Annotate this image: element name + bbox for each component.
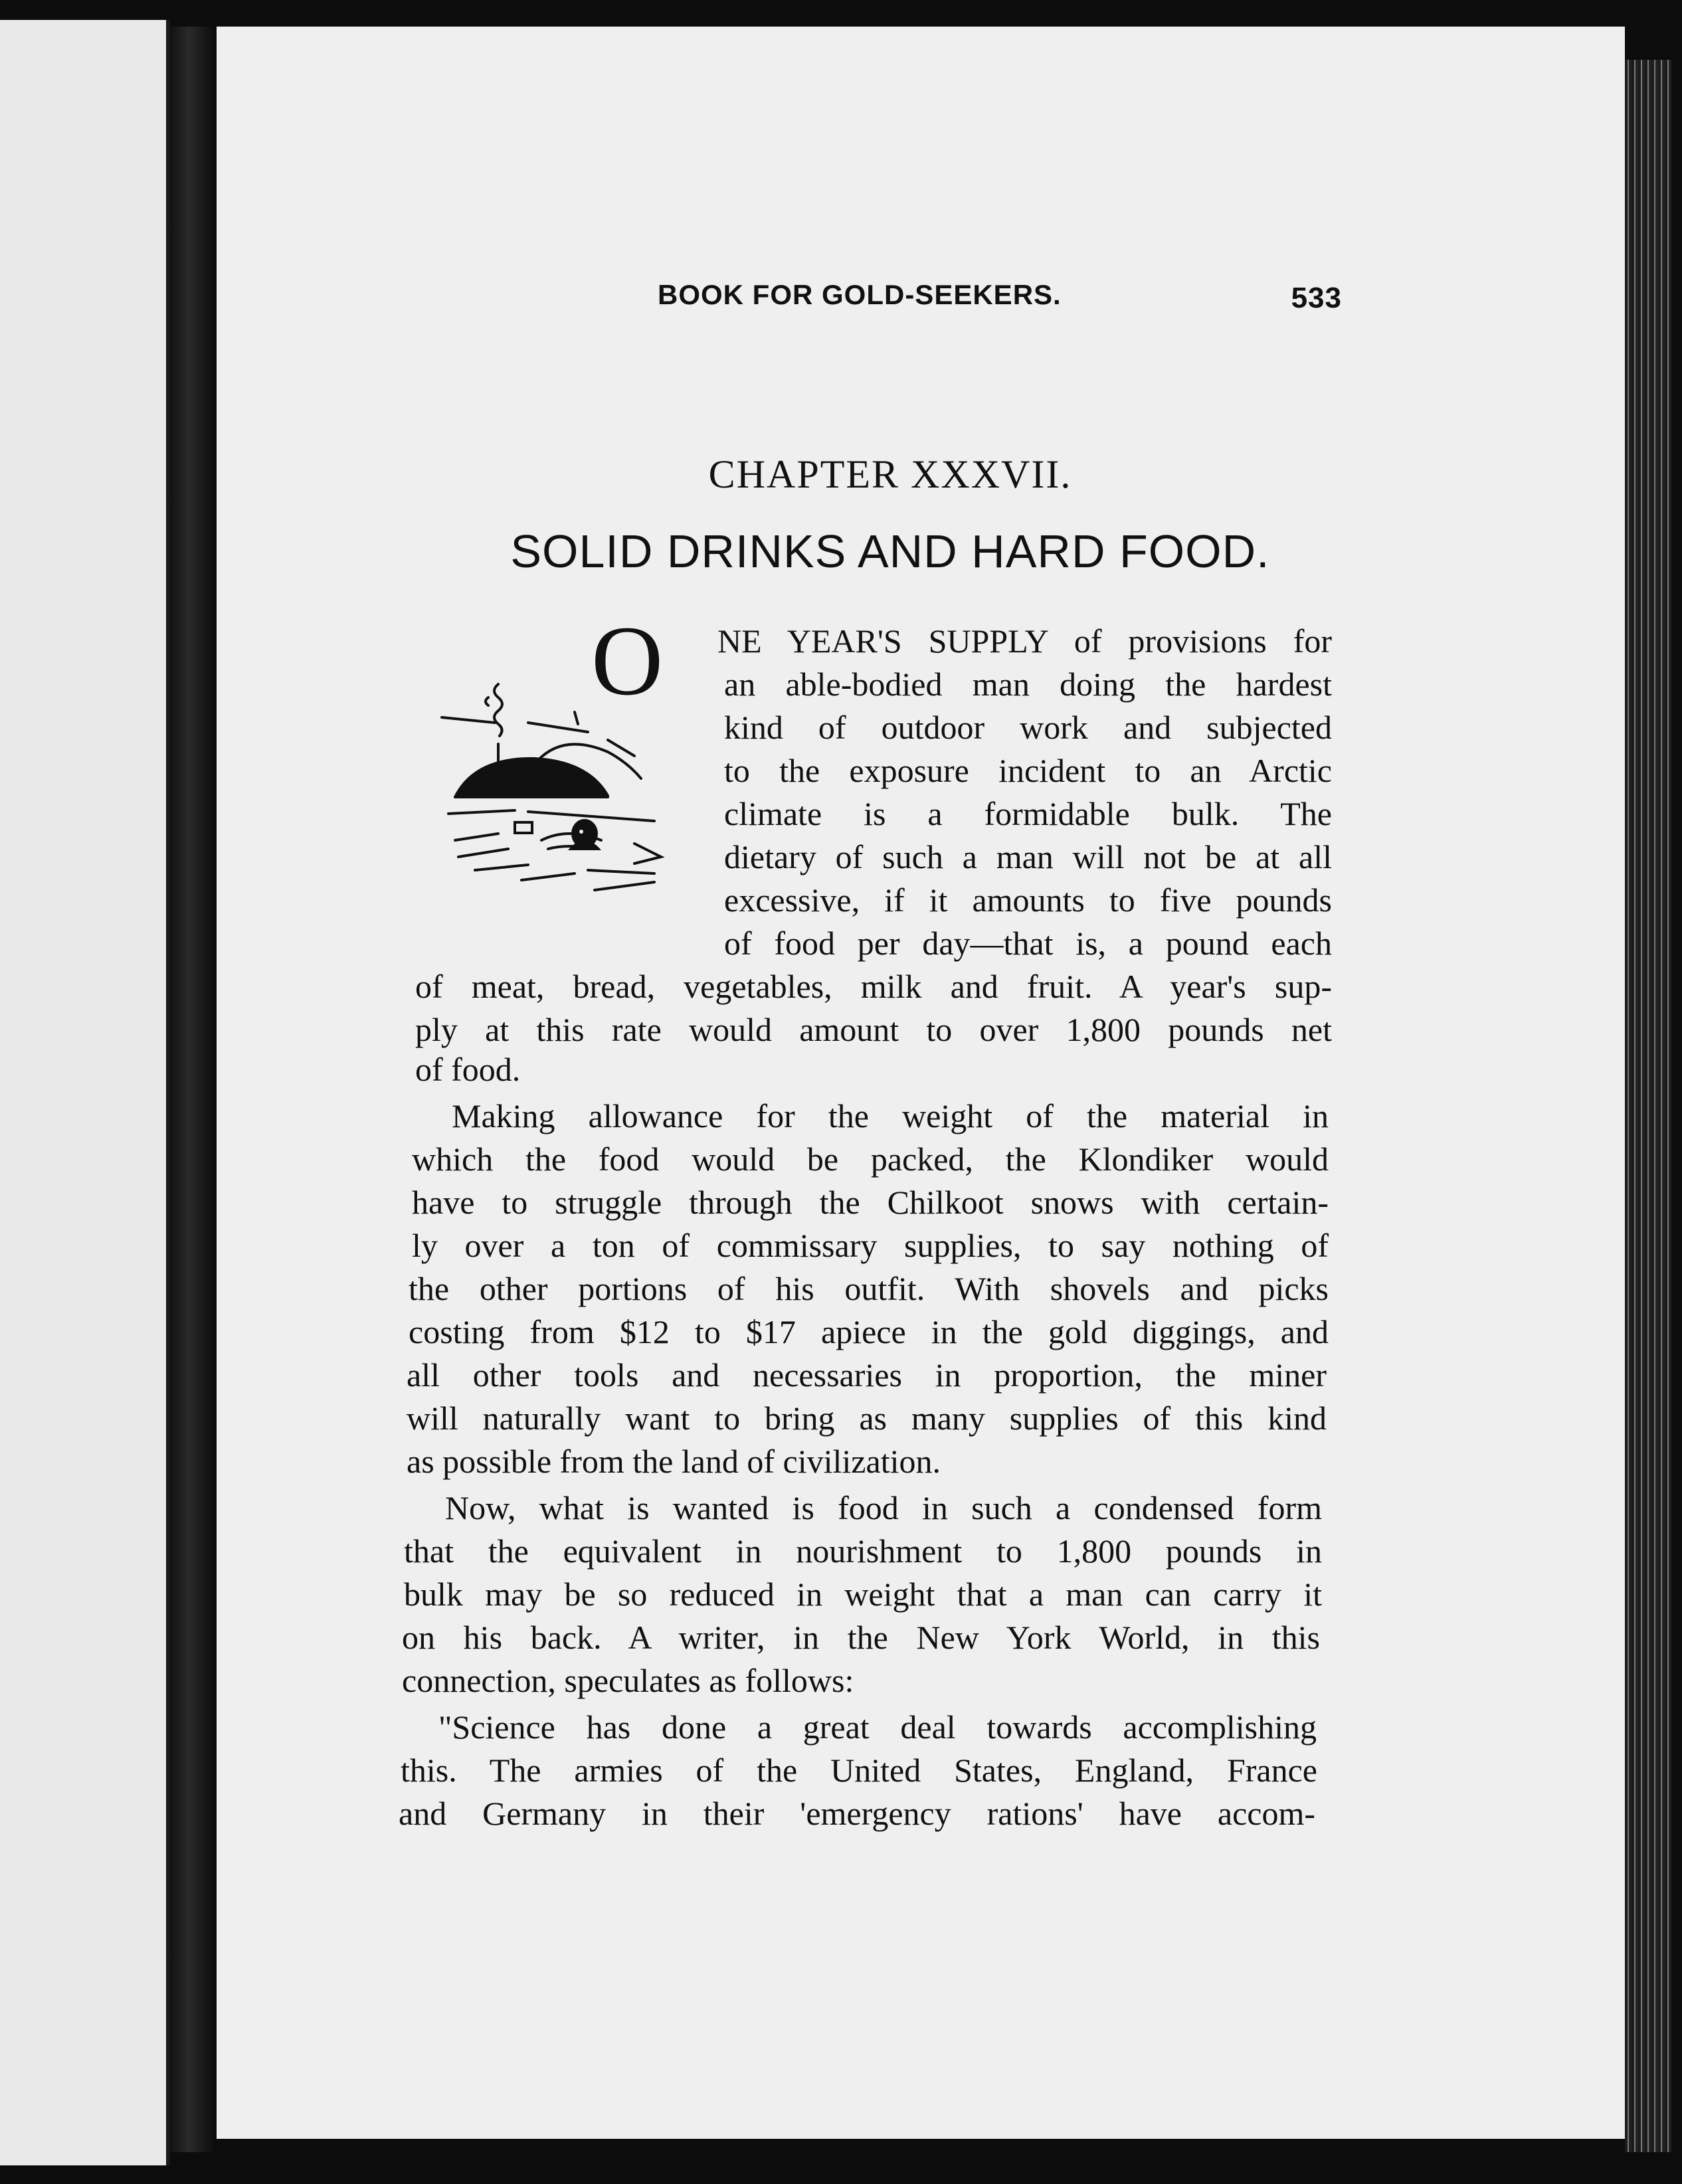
page-stack-edge xyxy=(1625,60,1671,2152)
text-line: an able-bodied man doing the hardest xyxy=(724,666,1332,703)
text-line: the other portions of his outfit. With shovels and picks xyxy=(409,1270,1329,1307)
text-line: kind of outdoor work and subjected xyxy=(724,709,1332,746)
text-line: all other tools and necessaries in proportion, the miner xyxy=(407,1356,1327,1394)
chapter-label: CHAPTER XXXVII. xyxy=(708,452,1072,496)
page-number: 533 xyxy=(1291,282,1342,314)
text-line: dietary of such a man will not be at all xyxy=(724,838,1332,875)
igloo-illustration xyxy=(435,671,688,923)
running-title: BOOK FOR GOLD-SEEKERS. xyxy=(658,279,1062,310)
text-line: connection, speculates as follows: xyxy=(402,1662,854,1699)
text-line: that the equivalent in nourishment to 1,800 pounds in xyxy=(404,1532,1322,1570)
text-line: excessive, if it amounts to five pounds xyxy=(724,881,1332,919)
text-line: of food per day—that is, a pound each xyxy=(724,925,1332,962)
text-line: have to struggle through the Chilkoot snows with certain- xyxy=(412,1184,1329,1221)
text-line: costing from $12 to $17 apiece in the gold diggings, and xyxy=(409,1313,1329,1350)
text-line: bulk may be so reduced in weight that a man can carry it xyxy=(404,1576,1322,1613)
text-line: Making allowance for the weight of the material in xyxy=(452,1097,1329,1135)
previous-page-edge xyxy=(0,20,170,2165)
text-line: and Germany in their 'emergency rations' have accom- xyxy=(399,1795,1315,1832)
text-line: ly over a ton of commissary supplies, to say nothing of xyxy=(412,1227,1329,1264)
text-line: as possible from the land of civilization. xyxy=(407,1443,941,1480)
chapter-title: SOLID DRINKS AND HARD FOOD. xyxy=(510,525,1270,577)
text-line: of meat, bread, vegetables, milk and fruit. A year's sup- xyxy=(415,968,1332,1005)
text-line: on his back. A writer, in the New York World, in this xyxy=(402,1619,1320,1656)
drop-cap: O xyxy=(591,606,664,716)
text-line: this. The armies of the United States, England, France xyxy=(401,1752,1317,1789)
text-line: climate is a formidable bulk. The xyxy=(724,795,1332,832)
book-gutter xyxy=(170,27,217,2152)
text-line: NE YEAR'S SUPPLY of provisions for xyxy=(717,622,1332,660)
text-line: will naturally want to bring as many supplies of this kind xyxy=(407,1400,1327,1437)
text-line: ply at this rate would amount to over 1,800 pounds net xyxy=(415,1011,1332,1048)
text-line: of food. xyxy=(415,1051,521,1088)
text-line: "Science has done a great deal towards accomplishing xyxy=(438,1708,1317,1746)
text-line: to the exposure incident to an Arctic xyxy=(724,752,1332,789)
text-line: which the food would be packed, the Klondiker would xyxy=(412,1140,1329,1178)
text-line: Now, what is wanted is food in such a condensed form xyxy=(445,1489,1322,1526)
